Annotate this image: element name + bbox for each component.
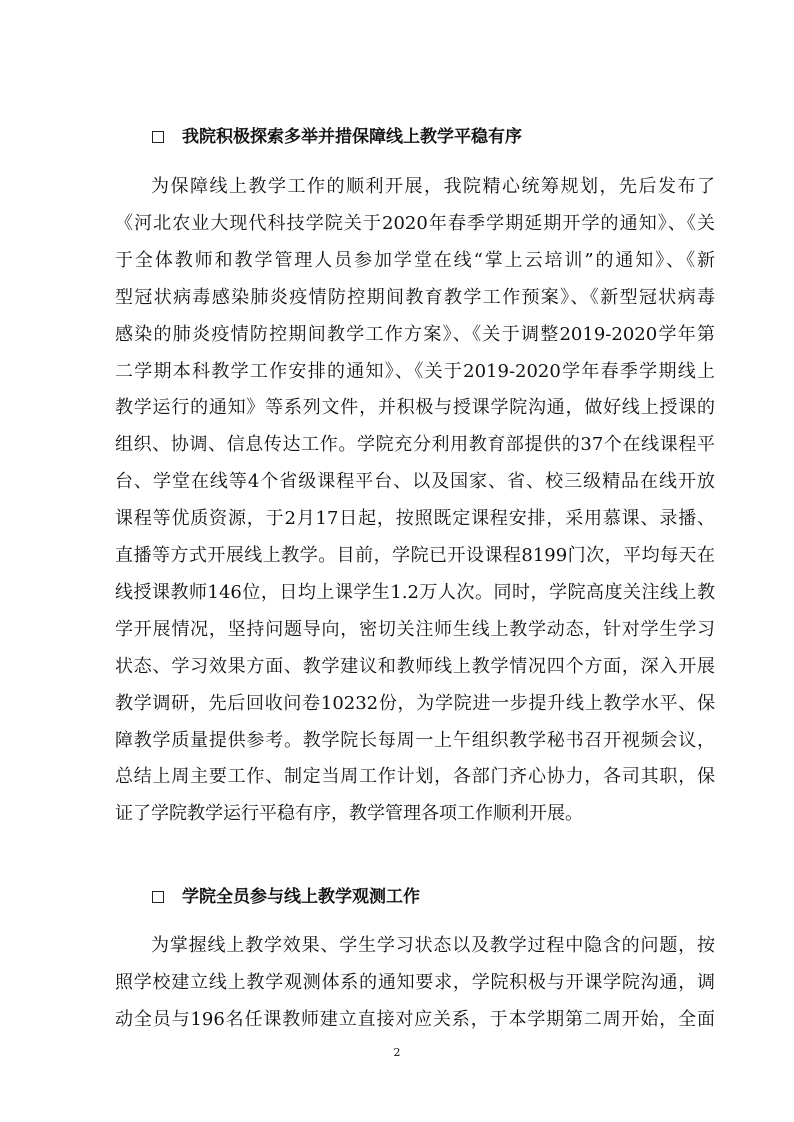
checkbox-square-icon: [152, 131, 164, 143]
paragraph-line: 障教学质量提供参考。教学院长每周一上午组织教学秘书召开视频会议，: [115, 729, 715, 751]
paragraph-line: 于全体教师和教学管理人员参加学堂在线“掌上云培训”的通知》、《新: [115, 249, 715, 271]
paragraph-line: 教学运行的通知》等系列文件，并积极与授课学院沟通，做好线上授课的: [115, 397, 715, 419]
paragraph-line: 为掌握线上教学效果、学生学习状态以及教学过程中隐含的问题，按: [151, 935, 715, 956]
paragraph-line: 《河北农业大现代科技学院关于2020年春季学期延期开学的通知》、《关: [115, 212, 715, 234]
paragraph-line: 状态、学习效果方面、教学建议和教师线上教学情况四个方面，深入开展: [115, 655, 715, 677]
paragraph-line: 直播等方式开展线上教学。目前，学院已开设课程8199门次，平均每天在: [115, 545, 715, 566]
paragraph-line: 学开展情况，坚持问题导向，密切关注师生线上教学动态，针对学生学习: [115, 618, 715, 640]
paragraph-line: 教学调研，先后回收问卷10232份，为学院进一步提升线上教学水平、保: [115, 692, 715, 714]
paragraph-line: 感染的肺炎疫情防控期间教学工作方案》、《关于调整2019-2020学年第: [115, 323, 715, 345]
section-heading-2: [152, 886, 420, 908]
checkbox-square-icon: [152, 891, 164, 903]
page-number: 2: [393, 1046, 401, 1059]
paragraph-line: 照学校建立线上教学观测体系的通知要求，学院积极与开课学院沟通，调: [115, 971, 715, 993]
paragraph-line: 为保障线上教学工作的顺利开展，我院精心统筹规划，先后发布了: [151, 176, 715, 197]
paragraph-line: 台、学堂在线等4个省级课程平台、以及国家、省、校三级精品在线开放: [115, 471, 715, 493]
paragraph-line: 组织、协调、信息传达工作。学院充分利用教育部提供的37个在线课程平: [115, 434, 715, 456]
paragraph-line: 总结上周主要工作、制定当周工作计划，各部门齐心协力，各司其职，保: [115, 766, 715, 788]
paragraph-line: 型冠状病毒感染肺炎疫情防控期间教育教学工作预案》、《新型冠状病毒: [115, 286, 715, 308]
section-heading-1: [152, 126, 522, 148]
section-title: 学院全员参与线上教学观测工作: [182, 887, 420, 907]
paragraph-line: 证了学院教学运行平稳有序，教学管理各项工作顺利开展。: [115, 803, 583, 825]
paragraph-line: 二学期本科教学工作安排的通知》、《关于2019-2020学年春季学期线上: [115, 360, 715, 382]
paragraph-line: 线授课教师146位，日均上课学生1.2万人次。同时，学院高度关注线上教: [115, 581, 715, 603]
paragraph-line: 课程等优质资源，于2月17日起，按照既定课程安排，采用慕课、录播、: [115, 508, 715, 530]
paragraph-line: 动全员与196名任课教师建立直接对应关系，于本学期第二周开始，全面: [115, 1008, 715, 1030]
section-title: 我院积极探索多举并措保障线上教学平稳有序: [182, 127, 522, 147]
